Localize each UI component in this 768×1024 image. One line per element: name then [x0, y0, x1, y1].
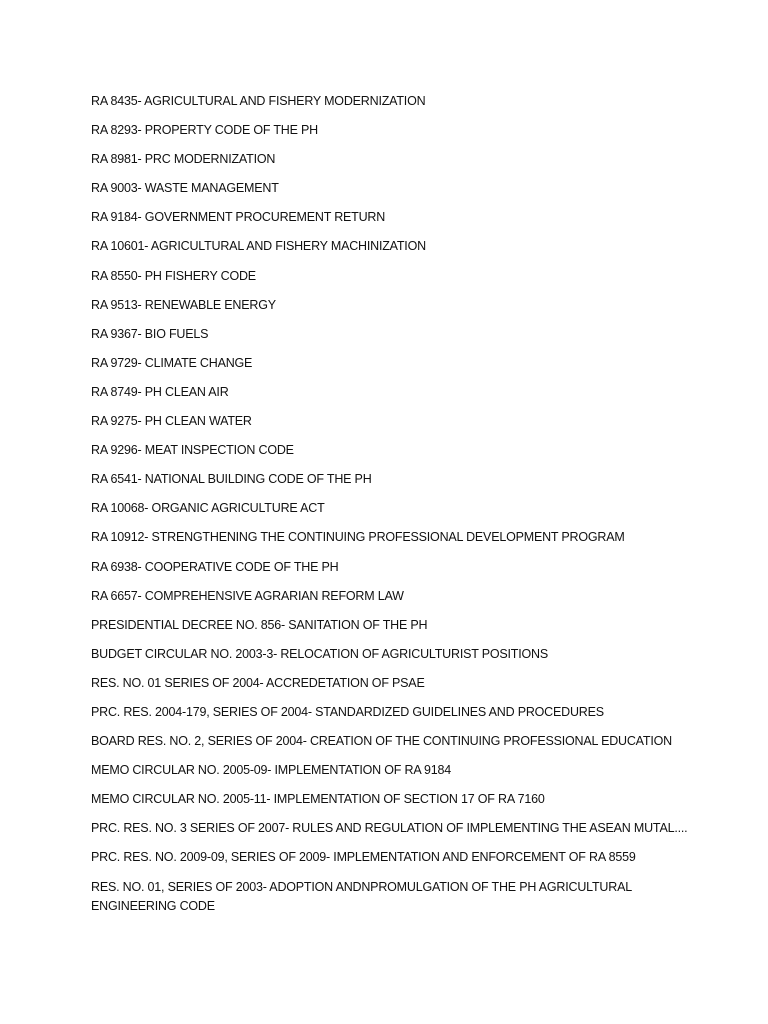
- list-item: RA 10912- STRENGTHENING THE CONTINUING PROFESSIONAL DEVELOPMENT PROGRAM: [91, 530, 625, 545]
- list-item: RA 8749- PH CLEAN AIR: [91, 384, 229, 399]
- list-item: PRC. RES. 2004-179, SERIES OF 2004- STANDARDIZED GUIDELINES AND PROCEDURES: [91, 704, 604, 719]
- list-item: PRC. RES. NO. 2009-09, SERIES OF 2009- IMPLEMENTATION AND ENFORCEMENT OF RA 8559: [91, 850, 636, 865]
- list-item: RA 9184- GOVERNMENT PROCUREMENT RETURN: [91, 210, 386, 225]
- list-item: RA 9367- BIO FUELS: [91, 326, 209, 341]
- list-item: RA 8293- PROPERTY CODE OF THE PH: [91, 123, 319, 138]
- list-item: RA 9003- WASTE MANAGEMENT: [91, 181, 279, 196]
- list-item: RA 9275- PH CLEAN WATER: [91, 414, 252, 429]
- list-item: PRESIDENTIAL DECREE NO. 856- SANITATION OF THE PH: [91, 617, 428, 632]
- list-item: BUDGET CIRCULAR NO. 2003-3- RELOCATION OF AGRICULTURIST POSITIONS: [91, 646, 548, 661]
- list-item: BOARD RES. NO. 2, SERIES OF 2004- CREATION OF THE CONTINUING PROFESSIONAL EDUCATION: [91, 734, 672, 749]
- list-item: MEMO CIRCULAR NO. 2005-09- IMPLEMENTATION OF RA 9184: [91, 763, 452, 778]
- list-item: MEMO CIRCULAR NO. 2005-11- IMPLEMENTATION OF SECTION 17 OF RA 7160: [91, 792, 545, 807]
- list-item: RA 8550- PH FISHERY CODE: [91, 268, 256, 283]
- list-item: RES. NO. 01, SERIES OF 2003- ADOPTION ANDNPROMULGATION OF THE PH AGRICULTURAL ENGINEERING CODE: [91, 879, 632, 913]
- list-item: RA 9513- RENEWABLE ENERGY: [91, 297, 276, 312]
- list-item: RA 8435- AGRICULTURAL AND FISHERY MODERNIZATION: [91, 94, 426, 108]
- list-item: RA 8981- PRC MODERNIZATION: [91, 152, 276, 167]
- list-item: RA 6541- NATIONAL BUILDING CODE OF THE PH: [91, 472, 372, 487]
- list-item: RA 10601- AGRICULTURAL AND FISHERY MACHINIZATION: [91, 239, 426, 254]
- list-item: RA 10068- ORGANIC AGRICULTURE ACT: [91, 501, 325, 516]
- list-item: RA 9729- CLIMATE CHANGE: [91, 355, 253, 370]
- list-item: RA 6938- COOPERATIVE CODE OF THE PH: [91, 559, 339, 574]
- list-item: RA 6657- COMPREHENSIVE AGRARIAN REFORM LAW: [91, 588, 404, 603]
- law-list: [91, 92, 691, 916]
- list-item: PRC. RES. NO. 3 SERIES OF 2007- RULES AND REGULATION OF IMPLEMENTING THE ASEAN MUTAL....: [91, 821, 688, 836]
- list-item: RES. NO. 01 SERIES OF 2004- ACCREDETATION OF PSAE: [91, 675, 425, 690]
- list-item: RA 9296- MEAT INSPECTION CODE: [91, 443, 294, 458]
